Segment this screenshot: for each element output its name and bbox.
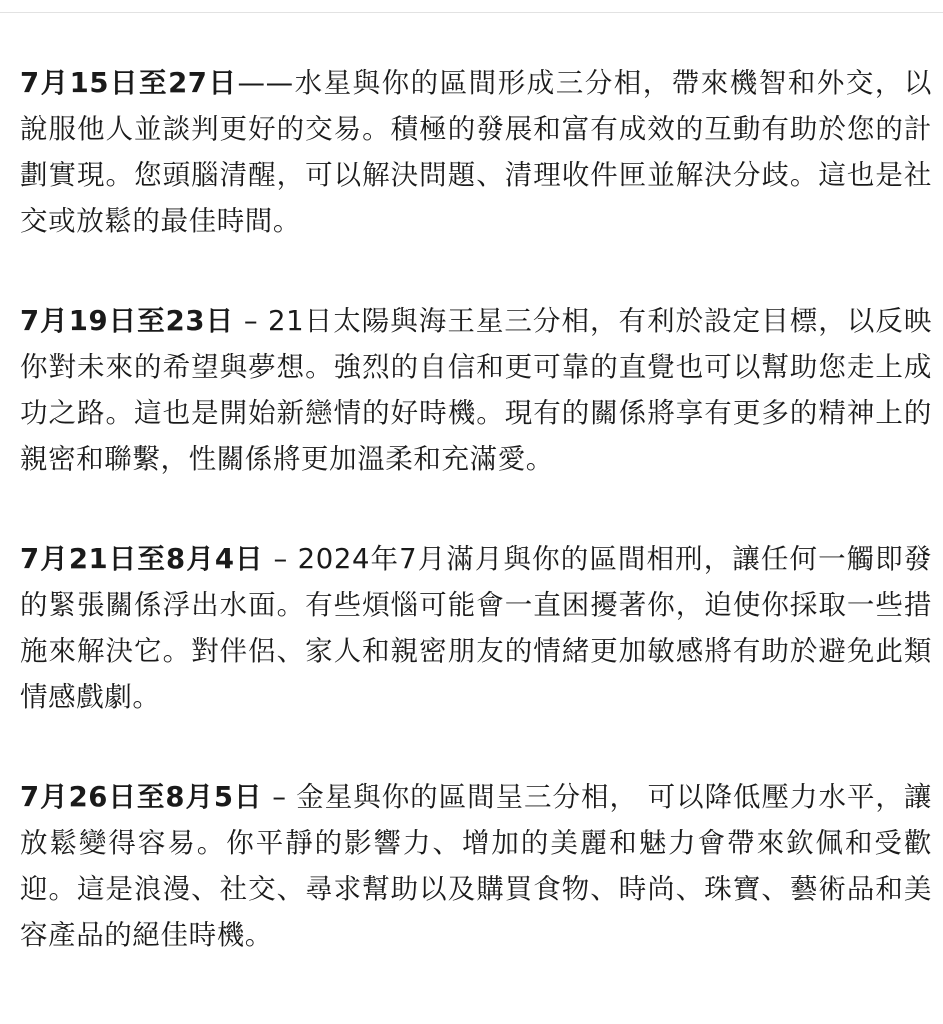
entry-date: 7月19日至23日	[20, 305, 235, 337]
entry-text: – 21日太陽與海王星三分相，有利於設定目標，以反映你對未來的希望與夢想。強烈的自信和更可靠的直覺也可以幫助您走上成功之路。這也是開始新戀情的好時機。現有的關係將享有更多的精神上的親密和聯繫，性關係將更加溫柔和充滿愛。	[20, 305, 932, 475]
forecast-entry-2	[20, 298, 932, 482]
article-body	[20, 60, 932, 958]
entry-date: 7月15日至27日	[20, 67, 238, 99]
entry-date: 7月21日至8月4日	[20, 543, 264, 575]
forecast-entry-4	[20, 774, 932, 958]
top-divider	[0, 12, 943, 13]
forecast-entry-3	[20, 536, 932, 720]
entry-text: – 金星與你的區間呈三分相， 可以降低壓力水平，讓放鬆變得容易。你平靜的影響力、增加的美麗和魅力會帶來欽佩和受歡迎。這是浪漫、社交、尋求幫助以及購買食物、時尚、珠寶、藝術品和美容產品的絕佳時機。	[20, 781, 932, 951]
entry-text: ——水星與你的區間形成三分相，帶來機智和外交，以說服他人並談判更好的交易。積極的發展和富有成效的互動有助於您的計劃實現。您頭腦清醒，可以解決問題、清理收件匣並解決分歧。這也是社交或放鬆的最佳時間。	[20, 67, 932, 237]
forecast-entry-1	[20, 60, 932, 244]
entry-text: – 2024年7月滿月與你的區間相刑，讓任何一觸即發的緊張關係浮出水面。有些煩惱可能會一直困擾著你，迫使你採取一些措施來解決它。對伴侶、家人和親密朋友的情緒更加敏感將有助於避免此類情感戲劇。	[20, 543, 932, 713]
entry-date: 7月26日至8月5日	[20, 781, 263, 813]
